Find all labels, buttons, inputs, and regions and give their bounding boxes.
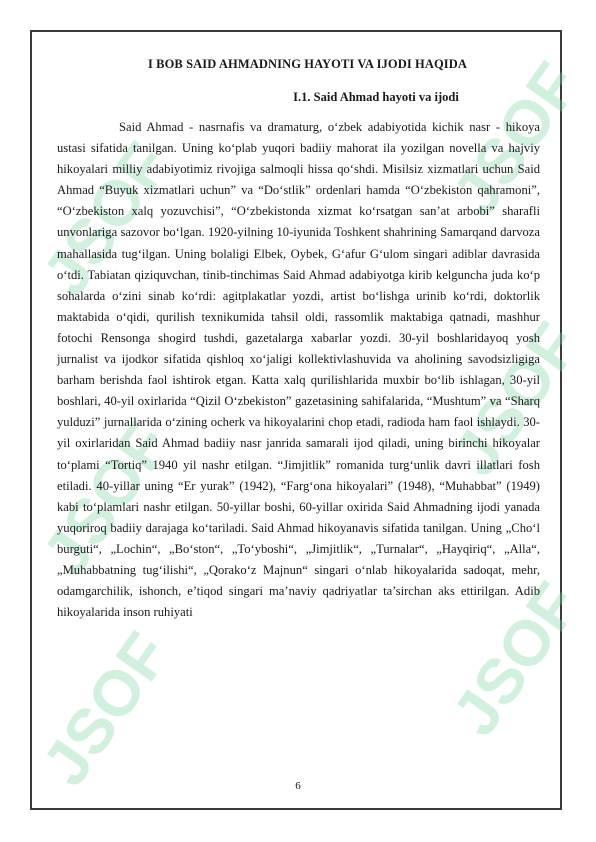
page-number: 6 bbox=[295, 780, 301, 792]
watermark: JSOF bbox=[438, 309, 594, 489]
watermark: JSOF bbox=[28, 619, 184, 799]
watermark: JSOF bbox=[438, 569, 594, 749]
page-content bbox=[57, 57, 540, 623]
section-title: I.1. Said Ahmad hayoti va ijodi bbox=[293, 90, 459, 104]
watermark: JSOF bbox=[28, 409, 184, 589]
body-paragraph: Said Ahmad - nasrnafis va dramaturg, oʻzbek adabiyotida kichik nasr - hikoya ustasi sifatida tanilgan. Uning koʻplab yuqori badiiy mahorat ila yozilgan novella va hajviy hikoyalari milliy adabiyotimiz rivojiga salmoqli hissa qoʻshdi. Misilsiz xizmatlari uchun Said Ahmad “Buyuk xizmatlari uchun” va “Doʻstlik” ordenlari hamda “Oʻzbekiston qahramoni”, “Oʻzbekiston xalq yozuvchisi”, “Oʻzbekistonda xizmat koʻrsatgan san’at arbobi” sharafli unvonlariga sazovor boʻlgan. 1920-yilning 10-iyunida Toshkent shahrining Samarqand darvoza mahallasida tugʻilgan. Uning bolaligi Elbek, Oybek, Gʻafur Gʻulom singari adiblar davrasida oʻtdi. Tabiatan qiziquvchan, tinib-tinchimas Said Ahmad adabiyotga kirib kelguncha juda koʻp sohalarda oʻzini sinab koʻrdi: agitplakatlar yozdi, artist boʻlishga urinib koʻrdi, doktorlik maktabida oʻqidi, qurilish texnikumida tahsil oldi, rassomlik maktabiga qatnadi, mashhur fotochi Rensonga shogird tushdi, gazetalarga xabarlar yozdi. 30-yil boshlaridayoq yosh jurnalist va ijodkor sifatida qishloq xoʻjaligi kollektivlashuvida va aholining savodsizligiga barham berishda faol ishtirok etgan. Katta xalq qurilishlarida muxbir boʻlib ishlagan, 30-yil boshlari, 40-yil oxirlarida “Qizil Oʻzbekiston” gazetasining sahifalarida, “Mushtum” va “Sharq yulduzi” jurnallarida oʻzining ocherk va hikoyalarini chop etadi, radioda ham faol ishlaydi. 30-yil oxirlaridan Said Ahmad badiiy nasr janrida samarali ijod qiladi, uning birinchi hikoyalar toʻplami “Tortiq” 1940 yil nashr etilgan. “Jimjitlik” romanida turgʻunlik davri illatlari fosh etiladi. 40-yillar uning “Er yurak” (1942), “Fargʻona hikoyalari” (1948), “Muhabbat” (1949) kabi toʻplamlari nashr etilgan. 50-yillar boshi, 60-yillar oxirida Said Ahmadning ijodi yanada yuqoriroq badiiy darajaga koʻtariladi. Said Ahmad hikoyanavis sifatida tanilgan. Uning „Choʻl burguti“, „Lochin“, „Boʻston“, „Toʻyboshi“, „Jimjitlik“, „Turnalar“, „Hayqiriq“, „Alla“, „Muhabbatning tugʻilishi“, „Qorakoʻz Majnun“ singari oʻnlab hikoyalarida sadoqat, mehr, odamgarchilik, ishonch, e’tiqod singari ma’naviy qadriyatlar ta’sirchan aks ettirilgan. Adib hikoyalarida inson ruhiyati bbox=[57, 120, 540, 620]
watermark: JSOF bbox=[28, 129, 184, 309]
chapter-title: I BOB SAID AHMADNING HAYOTI VA IJODI HAQIDA bbox=[147, 57, 468, 71]
watermark: JSOF bbox=[438, 49, 594, 229]
